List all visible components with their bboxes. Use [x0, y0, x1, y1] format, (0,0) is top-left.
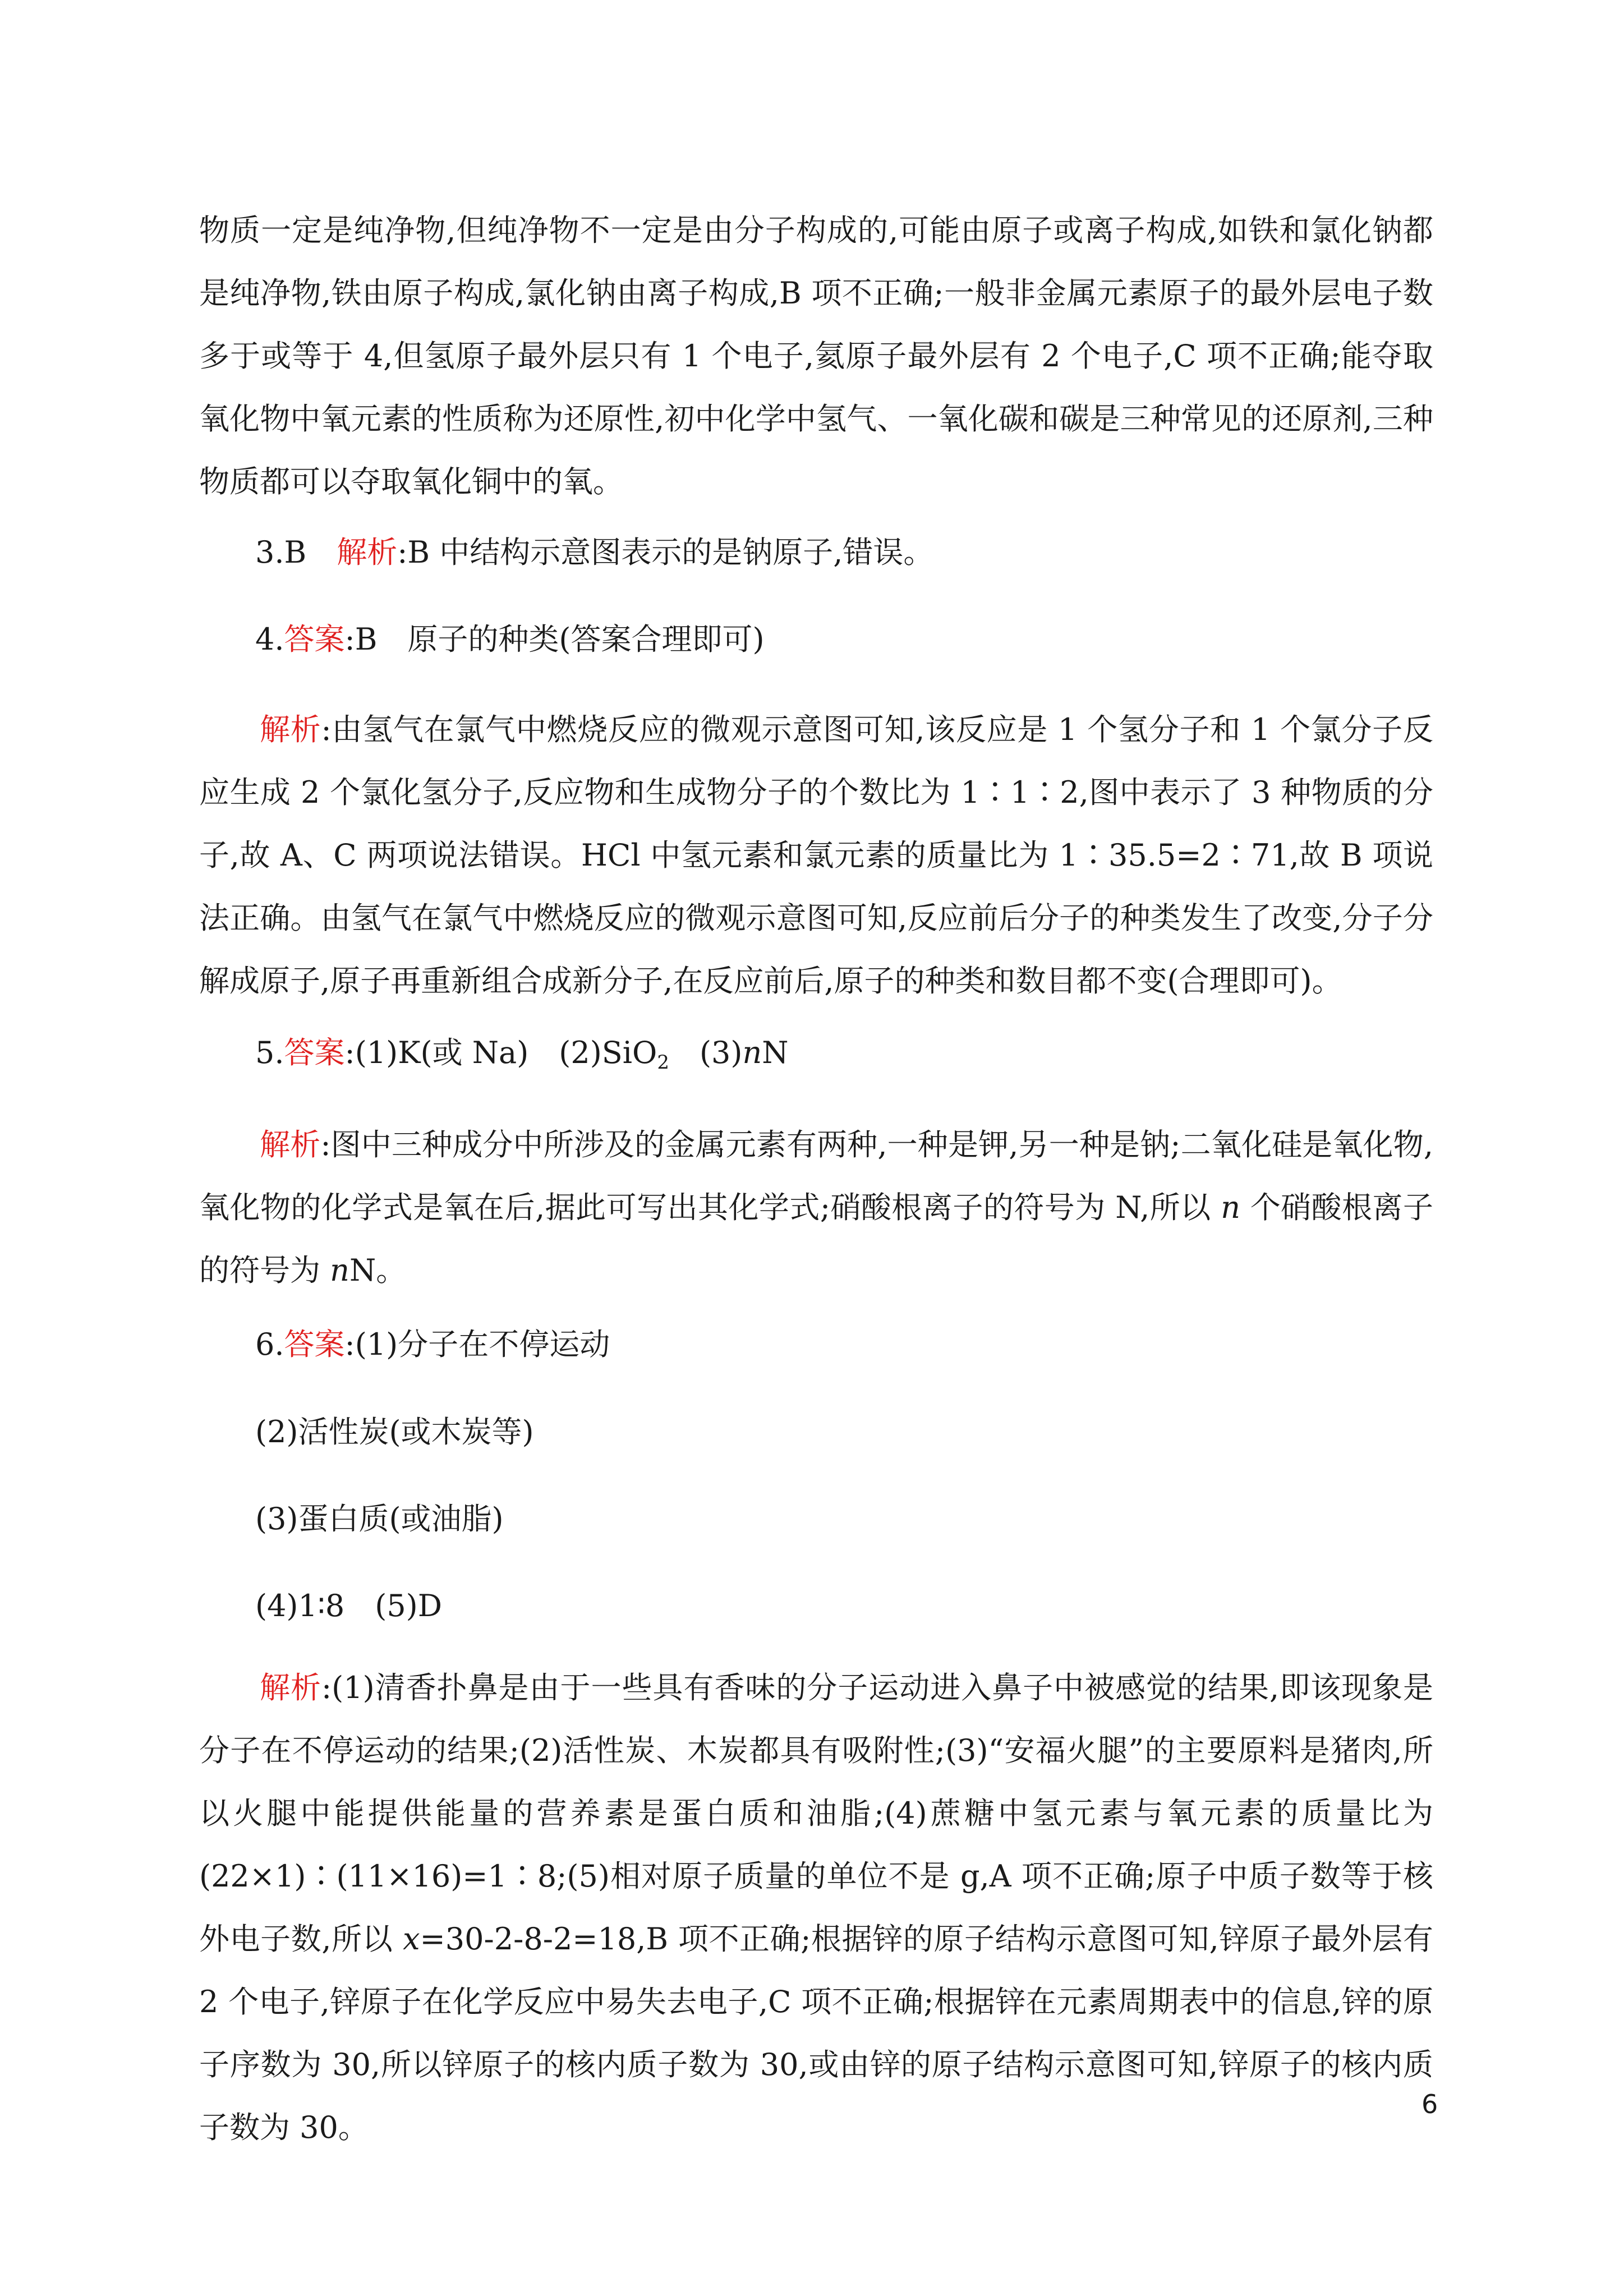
analysis-label: 解析	[260, 1670, 321, 1705]
analysis-text: :(1)清香扑鼻是由于一些具有香味的分子运动进入鼻子中被感觉的结果,即该现象是分子在不停运动的结果;(2)活性炭、木炭都具有吸附性;(3)“安福火腿”的主要原料是猪肉,所以火腿中能提供能量的营养素是蛋白质和油脂;(4)蔗糖中氢元素与氧元素的质量比为(22×1)∶(11×16)=1∶8;(5)相对原子质量的单位不是 g,A 项不正确;原子中质子数等于核外电子数,所以	[199, 1670, 1434, 1957]
item-number: 6.	[255, 1327, 284, 1362]
analysis-label: 解析	[260, 712, 321, 747]
item-4-analysis	[199, 698, 1433, 1013]
answer-text: (3)	[669, 1035, 743, 1070]
item-5-answer	[255, 1033, 789, 1073]
variable: n	[330, 1253, 349, 1288]
answer-text: (2)活性炭(或木炭等)	[255, 1414, 534, 1450]
item-number: 5.	[255, 1035, 284, 1070]
variable: x	[403, 1921, 420, 1957]
subscript: 2	[657, 1051, 669, 1074]
analysis-text: :图中三种成分中所涉及的金属元素有两种,一种是钾,另一种是钠;二氧化硅是氧化物,氧化物的化学式是氧在后,据此可写出其化学式;硝酸根离子的符号为 N,所以	[199, 1127, 1434, 1225]
item-6-answer-4	[255, 1586, 442, 1626]
answer-label: 答案	[284, 622, 345, 657]
answer-text: :(1)分子在不停运动	[344, 1327, 610, 1362]
answer-text: :B 原子的种类(答案合理即可)	[344, 622, 765, 657]
answer-text: N	[762, 1035, 789, 1070]
item-number: 3.	[255, 535, 284, 570]
item-4-answer	[255, 620, 765, 659]
answer-label: 答案	[284, 1035, 345, 1070]
analysis-label: 解析	[337, 535, 398, 570]
item-6-answer	[255, 1325, 610, 1364]
answer-text: :(1)K(或 Na) (2)SiO	[344, 1035, 657, 1070]
paragraph-text: 物质一定是纯净物,但纯净物不一定是由分子构成的,可能由原子或离子构成,如铁和氯化钠都是纯净物,铁由原子构成,氯化钠由离子构成,B 项不正确;一般非金属元素原子的最外层电子数多于或等于 4,但氢原子最外层只有 1 个电子,氦原子最外层有 2 个电子,C 项不正确;能夺取氧化物中氧元素的性质称为还原性,初中化学中氢气、一氧化碳和碳是三种常见的还原剂,三种物质都可以夺取氧化铜中的氧。	[199, 213, 1433, 499]
answer-choice: B	[284, 535, 307, 570]
variable: n	[1221, 1190, 1241, 1225]
analysis-text: =30-2-8-2=18,B 项不正确;根据锌的原子结构示意图可知,锌原子最外层有 2 个电子,锌原子在化学反应中易失去电子,C 项不正确;根据锌在元素周期表中的信息,锌的原子序数为 30,所以锌原子的核内质子数为 30,或由锌的原子结构示意图可知,锌原子的核内质子数为 30。	[199, 1921, 1433, 2145]
analysis-label: 解析	[260, 1127, 321, 1162]
analysis-text: 个硝酸根离子的符号为	[199, 1190, 1433, 1288]
item-6-answer-3	[255, 1499, 504, 1539]
analysis-text: N。	[349, 1253, 407, 1288]
item-3	[255, 533, 933, 572]
analysis-text: :B 中结构示意图表示的是钠原子,错误。	[397, 535, 934, 570]
item-6-answer-2	[255, 1412, 534, 1452]
analysis-text: :由氢气在氯气中燃烧反应的微观示意图可知,该反应是 1 个氢分子和 1 个氯分子反应生成 2 个氯化氢分子,反应物和生成物分子的个数比为 1∶1∶2,图中表示了 3 种物质的分子,故 A、C 两项说法错误。HCl 中氢元素和氯元素的质量比为 1∶35.5=2∶71,故 B 项说法正确。由氢气在氯气中燃烧反应的微观示意图可知,反应前后分子的种类发生了改变,分子分解成原子,原子再重新组合成新分子,在反应前后,原子的种类和数目都不变(合理即可)。	[199, 712, 1433, 999]
page-number: 6	[1421, 2089, 1438, 2119]
item-6-analysis	[199, 1657, 1433, 2159]
item-number: 4.	[255, 622, 284, 657]
answer-label: 答案	[284, 1327, 345, 1362]
item-5-analysis	[199, 1114, 1433, 1302]
variable: n	[742, 1035, 762, 1070]
paragraph-continuation	[199, 199, 1433, 513]
answer-text: (3)蛋白质(或油脂)	[255, 1501, 504, 1536]
answer-text: (4)1∶8 (5)D	[255, 1588, 443, 1623]
